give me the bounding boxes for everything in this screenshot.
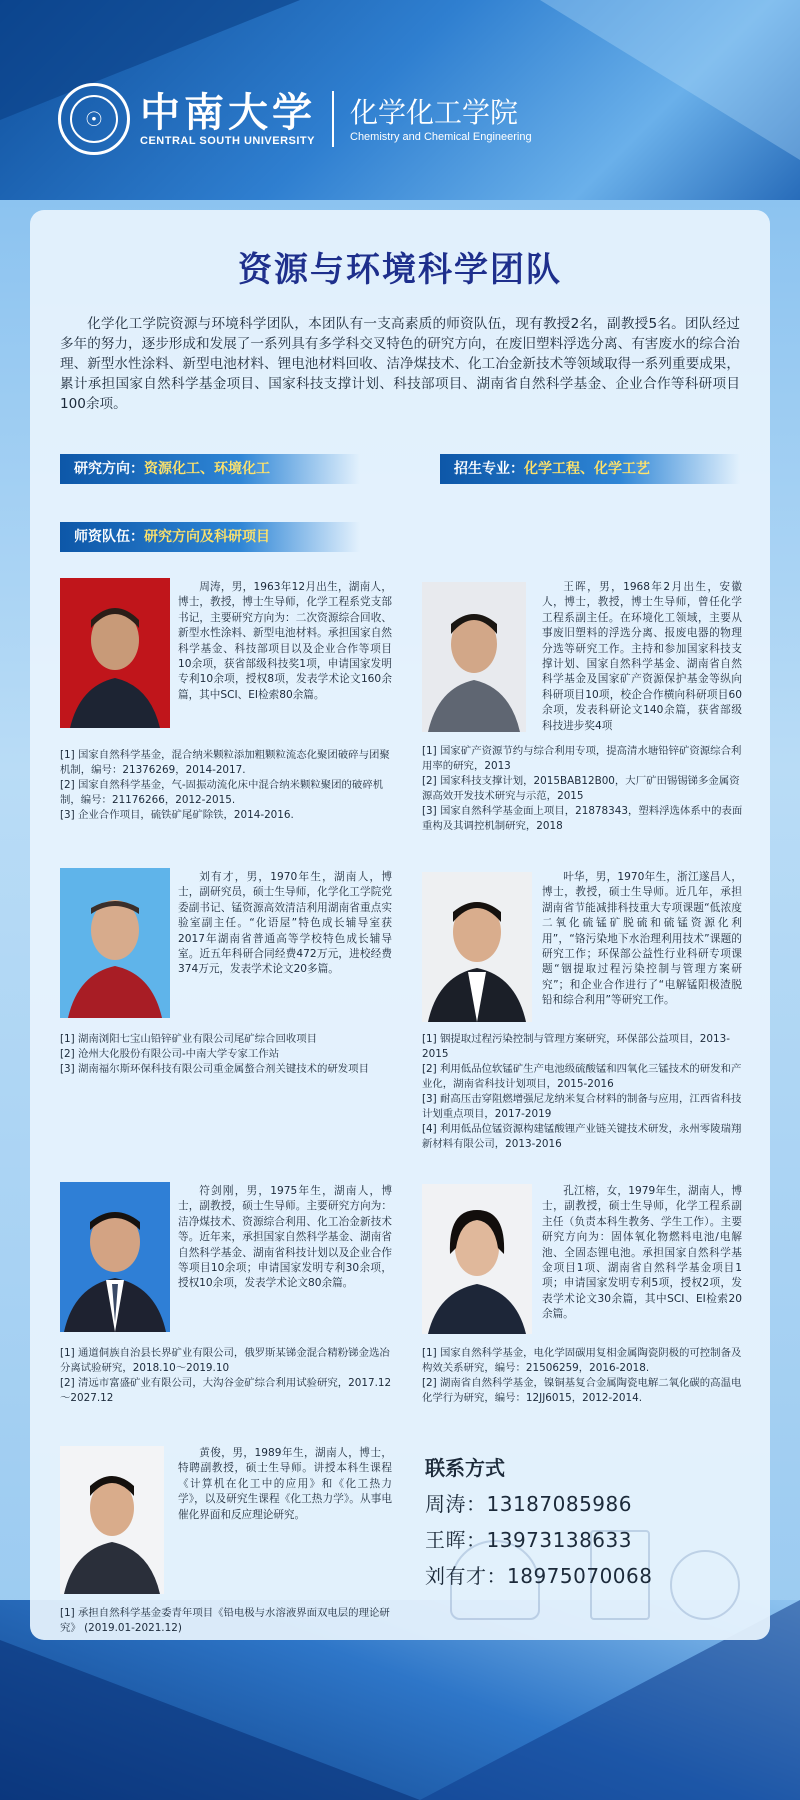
bg-triangle-decor [0, 1640, 420, 1800]
member-projects [422, 1032, 744, 1152]
project-item: [4] 利用低品位锰资源构建锰酸锂产业链关键技术研发，永州零陵瑞翔新材料有限公司，2013-2016 [422, 1123, 742, 1150]
project-item: [2] 沧州大化股份有限公司-中南大学专家工作站 [60, 1048, 280, 1060]
content-card [30, 210, 770, 1640]
university-name [140, 91, 316, 147]
project-item: [2] 湖南省自然科学基金，镍铜基复合金属陶瓷电解二氧化碳的高温电化学行为研究，编号：12JJ6015，2012-2014. [422, 1377, 742, 1404]
faculty-bar [60, 522, 360, 552]
project-item: [3] 国家自然科学基金面上项目，21878343，塑料浮选体系中的表面重构及其调控机制研究，2018 [422, 805, 743, 832]
member-projects [60, 1346, 392, 1406]
project-item: [2] 国家科技支撑计划，2015BAB12B00，大厂矿田锡锡锑多金属资源高效开发技术研究与示范，2015 [422, 775, 740, 802]
university-name-en: CENTRAL SOUTH UNIVERSITY [140, 135, 315, 147]
header-divider [332, 91, 334, 147]
project-item: [1] 湖南浏阳七宝山铅锌矿业有限公司尾矿综合回收项目 [60, 1033, 318, 1045]
faculty-label: 师资队伍： [74, 529, 144, 545]
member-projects [60, 748, 392, 823]
university-seal-icon: ☉ [58, 83, 130, 155]
college-name [350, 95, 532, 143]
member-photo [422, 1184, 532, 1334]
research-direction-value: 资源化工、环境化工 [144, 461, 270, 477]
member-photo [60, 868, 170, 1018]
member-bio: 刘有才，男，1970年生，湖南人，博士，副研究员，硕士生导师，化学化工学院党委副书记、锰资源高效清洁利用湖南省重点实验室副主任。“化语屋”特色成长辅导室获2017年湖南省普通高等学校特色成长辅导室。近五年科研合同经费472万元，进校经费374万元，发表学术论文20多篇。 [178, 871, 392, 976]
enrollment-major-bar [440, 454, 740, 484]
contact-line: 王晖：13973138633 [425, 1528, 632, 1552]
member-bio: 周涛，男，1963年12月出生，湖南人，博士，教授，博士生导师，化学工程系党支部书记，主要研究方向为：二次资源综合回收、新型水性涂料、新型电池材料。承担国家自然科学基金、科技部项目以及企业合作等项目10余项，获省部级科技奖1项，申请国家发明专利10余项，授权8项，发表学术论文160余篇，其中SCI、EI检索80余篇。 [178, 581, 392, 701]
contact-title: 联系方式 [425, 1456, 505, 1480]
project-item: [3] 湖南福尔斯环保科技有限公司重金属螯合剂关键技术的研发项目 [60, 1063, 369, 1075]
project-item: [1] 铟提取过程污染控制与管理方案研究，环保部公益项目，2013-2015 [422, 1033, 730, 1060]
member-bio: 黄俊，男，1989年生，湖南人，博士，特聘副教授，硕士生导师。讲授本科生课程《计算机在化工中的应用》和《化工热力学》，以及研究生课程《化工热力学》。从事电催化界面和反应理论研究。 [178, 1447, 392, 1521]
member-projects [422, 744, 744, 834]
college-name-en: Chemistry and Chemical Engineering [350, 131, 532, 143]
university-name-cn: 中南大学 [140, 89, 316, 136]
project-item: [2] 国家自然科学基金，气-固振动流化床中混合纳米颗粒聚团的破碎机制，编号：21176266，2012-2015. [60, 779, 384, 806]
college-name-cn: 化学化工学院 [350, 96, 519, 129]
member-bio: 符剑刚，男，1975年生，湖南人，博士，副教授，硕士生导师。主要研究方向为：洁净煤技术、资源综合利用、化工冶金新技术等。近年来，承担国家自然科学基金、湖南省自然科学基金、湖南省科技计划以及企业合作等项目10余项；申请国家发明专利30余项，授权10余项，发表学术论文80余篇。 [178, 1185, 392, 1290]
faculty-value: 研究方向及科研项目 [144, 529, 270, 545]
research-direction-label: 研究方向： [74, 461, 144, 477]
project-item: [3] 耐高压击穿阻燃增强尼龙纳米复合材料的制备与应用，江西省科技计划重点项目，2017-2019 [422, 1093, 742, 1120]
member-photo [60, 1182, 170, 1332]
project-item: [1] 国家矿产资源节约与综合利用专项，提高清水塘铅锌矿资源综合利用率的研究，2013 [422, 745, 742, 772]
project-item: [1] 通道侗族自治县长界矿业有限公司，俄罗斯某锑金混合精粉锑金选冶分离试验研究，2018.10～2019.10 [60, 1347, 390, 1374]
team-intro: 化学化工学院资源与环境科学团队，本团队有一支高素质的师资队伍，现有教授2名，副教授5名。团队经过多年的努力，逐步形成和发展了一系列具有多学科交叉特色的研究方向，在废旧塑料浮选分离、有害废水的综合治理、新型水性涂料、新型电池材料、锂电池材料回收、洁净煤技术、化工冶金新技术等领域取得一系列重要成果，累计承担国家自然科学基金项目、国家科技支撑计划、科技部项目、湖南省自然科学基金、企业合作等科研项目100余项。 [60, 316, 740, 412]
project-item: [1] 国家自然科学基金，混合纳米颗粒添加粗颗粒流态化聚团破碎与团聚机制，编号：21376269，2014-2017. [60, 749, 390, 776]
contact-line: 周涛：13187085986 [425, 1492, 632, 1516]
member-photo [60, 1446, 164, 1594]
member-bio: 孔江榕，女，1979年生，湖南人，博士，副教授，硕士生导师，化学工程系副主任（负责本科生教务、学生工作）。主要研究方向为：固体氧化物燃料电池/电解池、全固态锂电池。承担国家自然科学基金项目1项、湖南省自然科学基金项目1项；申请国家发明专利5项，授权2项，发表学术论文30余篇，其中SCI、EI检索20余篇。 [542, 1185, 742, 1321]
header [58, 84, 578, 154]
project-item: [3] 企业合作项目，硫铁矿尾矿除铁，2014-2016. [60, 809, 294, 821]
project-item: [1] 国家自然科学基金，电化学固碳用复相金属陶瓷阴极的可控制备及构效关系研究，编号：21506259，2016-2018. [422, 1347, 742, 1374]
project-item: [1] 承担自然科学基金委青年项目《铅电极与水溶液界面双电层的理论研究》 (2019.01-2021.12) [60, 1607, 390, 1634]
project-item: [2] 利用低品位软锰矿生产电池级硫酸锰和四氧化三锰技术的研发和产业化，湖南省科技计划项目，2015-2016 [422, 1063, 742, 1090]
member-projects [60, 1032, 392, 1077]
bg-triangle-decor [540, 0, 800, 160]
member-photo [422, 872, 532, 1022]
flask-decor-icon [670, 1550, 740, 1620]
enrollment-major-value: 化学工程、化学工艺 [524, 461, 650, 477]
page-title: 资源与环境科学团队 [238, 250, 562, 290]
member-photo [422, 582, 526, 732]
member-projects [60, 1606, 392, 1636]
research-direction-bar [60, 454, 360, 484]
member-bio: 王晖，男，1968年2月出生，安徽人，博士，教授，博士生导师，曾任化学工程系副主任。在环境化工领域，主要从事废旧塑料的浮选分离、报废电器的物理分选等研究工作。主持和参加国家科技支撑计划、国家自然科学基金、湖南省自然科学基金及国家矿产资源保护基金等纵向科研项目10项，校企合作横向科研项目60余项，发表科研论文140余篇，获省部级科技进步奖4项 [542, 581, 742, 732]
member-projects [422, 1346, 744, 1406]
contact-line: 刘有才：18975070068 [425, 1564, 653, 1588]
project-item: [2] 清远市富盛矿业有限公司，大沟谷金矿综合利用试验研究，2017.12～2027.12 [60, 1377, 392, 1404]
member-bio: 叶华，男，1970年生，浙江遂昌人，博士，教授，硕士生导师。近几年，承担湖南省节能减排科技重大专项课题“低浓度二氧化硫锰矿脱硫和硫锰资源化利用”，“铬污染地下水治理利用技术”课题的研究工作；环保部公益性行业科研专项课题“铟提取过程污染控制与管理方案研究”；和企业合作进行了“电解锰阳极渣脱铅和综合利用”等研究工作。 [542, 871, 742, 1007]
enrollment-major-label: 招生专业： [454, 461, 524, 477]
member-photo [60, 578, 170, 728]
